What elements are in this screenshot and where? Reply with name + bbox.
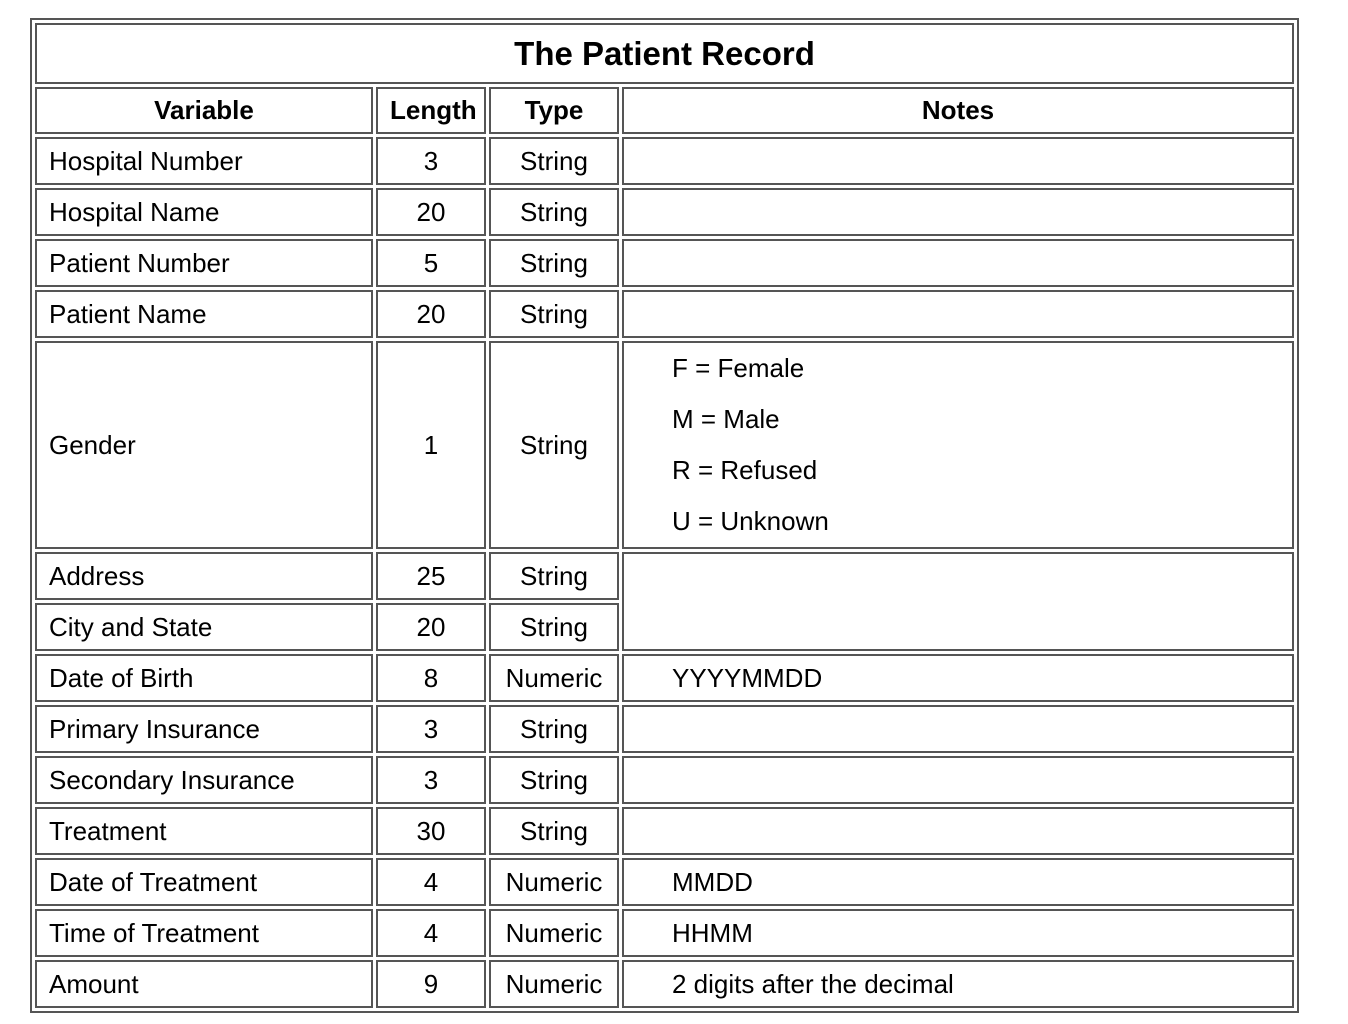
table-row: [35, 909, 1294, 957]
cell-variable: Address: [35, 552, 373, 600]
cell-variable: Gender: [35, 341, 373, 549]
cell-type: String: [489, 188, 619, 236]
gender-code-female: F = Female: [672, 353, 805, 383]
table-row: [35, 239, 1294, 287]
cell-length: 9: [376, 960, 486, 1008]
table-row: [35, 756, 1294, 804]
cell-notes: [622, 290, 1294, 338]
cell-variable: Secondary Insurance: [35, 756, 373, 804]
table-row: [35, 188, 1294, 236]
table-row: [35, 341, 1294, 549]
cell-type: Numeric: [489, 858, 619, 906]
cell-type: Numeric: [489, 654, 619, 702]
cell-variable: Time of Treatment: [35, 909, 373, 957]
cell-variable: Hospital Number: [35, 137, 373, 185]
table-title: The Patient Record: [35, 23, 1294, 84]
header-type: Type: [489, 87, 619, 134]
cell-length: 3: [376, 756, 486, 804]
cell-notes: [622, 756, 1294, 804]
cell-variable: Amount: [35, 960, 373, 1008]
gender-code-unknown: U = Unknown: [672, 506, 829, 536]
cell-length: 20: [376, 290, 486, 338]
header-row: [35, 87, 1294, 134]
cell-length: 3: [376, 137, 486, 185]
header-length: Length: [376, 87, 486, 134]
cell-variable: Patient Number: [35, 239, 373, 287]
cell-length: 1: [376, 341, 486, 549]
cell-notes: [622, 807, 1294, 855]
cell-type: String: [489, 705, 619, 753]
cell-notes: [622, 137, 1294, 185]
cell-variable: Date of Birth: [35, 654, 373, 702]
cell-length: 8: [376, 654, 486, 702]
cell-notes: [622, 705, 1294, 753]
patient-record-table: [30, 18, 1299, 1013]
cell-variable: Patient Name: [35, 290, 373, 338]
cell-type: String: [489, 807, 619, 855]
table-row: [35, 705, 1294, 753]
cell-type: String: [489, 756, 619, 804]
table-row: [35, 552, 1294, 600]
cell-type: String: [489, 239, 619, 287]
cell-variable: Treatment: [35, 807, 373, 855]
cell-type: Numeric: [489, 960, 619, 1008]
table-row: [35, 290, 1294, 338]
cell-length: 25: [376, 552, 486, 600]
cell-length: 30: [376, 807, 486, 855]
cell-length: 3: [376, 705, 486, 753]
cell-notes: HHMM: [622, 909, 1294, 957]
gender-code-refused: R = Refused: [672, 455, 818, 485]
cell-notes: MMDD: [622, 858, 1294, 906]
table-row: [35, 137, 1294, 185]
cell-notes: YYYYMMDD: [622, 654, 1294, 702]
cell-length: 20: [376, 603, 486, 651]
gender-code-male: M = Male: [672, 404, 780, 434]
cell-notes: [622, 552, 1294, 651]
cell-variable: Date of Treatment: [35, 858, 373, 906]
cell-type: String: [489, 341, 619, 549]
cell-type: String: [489, 137, 619, 185]
cell-notes: [622, 188, 1294, 236]
cell-notes: [622, 341, 1294, 549]
cell-length: 20: [376, 188, 486, 236]
cell-notes: 2 digits after the decimal: [622, 960, 1294, 1008]
cell-variable: Hospital Name: [35, 188, 373, 236]
table-row: [35, 807, 1294, 855]
table-row: [35, 858, 1294, 906]
cell-length: 4: [376, 858, 486, 906]
header-variable: Variable: [35, 87, 373, 134]
table-row: [35, 960, 1294, 1008]
cell-length: 4: [376, 909, 486, 957]
cell-type: String: [489, 552, 619, 600]
cell-variable: City and State: [35, 603, 373, 651]
cell-length: 5: [376, 239, 486, 287]
header-notes: Notes: [622, 87, 1294, 134]
cell-variable: Primary Insurance: [35, 705, 373, 753]
cell-notes: [622, 239, 1294, 287]
cell-type: Numeric: [489, 909, 619, 957]
cell-type: String: [489, 290, 619, 338]
table-row: [35, 654, 1294, 702]
cell-type: String: [489, 603, 619, 651]
